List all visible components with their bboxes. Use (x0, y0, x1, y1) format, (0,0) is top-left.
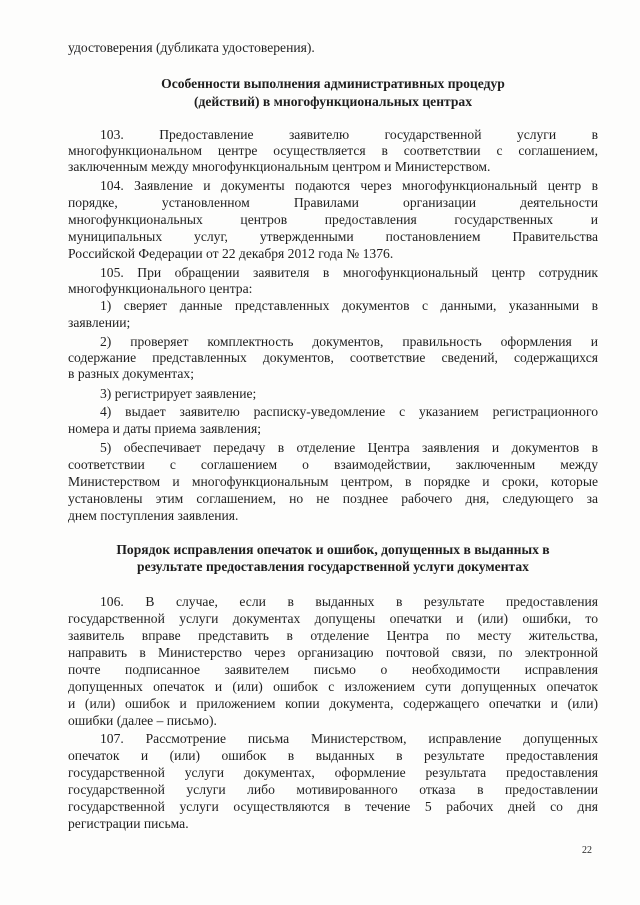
text-line: государственной услуги осуществляются в течение 5 рабочих дней со дня (68, 799, 598, 814)
text-line: установлены этим соглашением, но не позднее рабочего дня, следующего за (68, 491, 598, 506)
section-heading-line: результате предоставления государственной услуги документах (137, 559, 529, 574)
text-line: государственной услуги документах, оформление результата предоставления (68, 765, 598, 780)
text-line: 5) обеспечивает передачу в отделение Центра заявления и документов в (100, 440, 598, 455)
text-line: государственной услуги документах допущены опечатки и (или) ошибки, то (68, 611, 598, 626)
text-line: порядке, установленном Правилами организации деятельности (68, 195, 598, 210)
text-line: многофункционального центра: (68, 281, 253, 296)
text-line: регистрации письма. (68, 816, 189, 831)
text-line: заявитель вправе представить в отделение Центра по месту жительства, (68, 628, 598, 643)
text-line: государственной услуги либо мотивированного отказа в предоставлении (68, 782, 598, 797)
text-line: направить в Министерство через организацию почтовой связи, по электронной (68, 645, 598, 660)
text-line: 106. В случае, если в выданных в результате предоставления (100, 594, 598, 609)
text-line: соответствии с соглашением о взаимодействии, заключенным между (68, 457, 598, 472)
text-line: 1) сверяет данные представленных документов с данными, указанными в (100, 298, 598, 313)
text-line: 3) регистрирует заявление; (100, 386, 257, 401)
section-heading-line: (действий) в многофункциональных центрах (193, 94, 473, 109)
text-line: многофункциональном центре осуществляется в соответствии с соглашением, (68, 143, 598, 158)
text-line: в разных документах; (68, 366, 194, 381)
text-line: и (или) ошибок и приложением копии документа, содержащего опечатки и (или) (68, 696, 598, 711)
text-line: многофункциональных центров предоставления государственных и (68, 212, 598, 227)
text-line: допущенных опечаток и (или) ошибок с изложением сути допущенных опечаток (68, 679, 598, 694)
text-line: 105. При обращении заявителя в многофункциональный центр сотрудник (100, 265, 598, 280)
text-line: ошибки (далее – письмо). (68, 713, 217, 728)
text-line: удостоверения (дубликата удостоверения). (68, 40, 315, 55)
text-line: Российской Федерации от 22 декабря 2012 года № 1376. (68, 246, 394, 261)
text-line: днем поступления заявления. (68, 508, 239, 523)
text-line: почте подписанное заявителем письмо о необходимости исправления (68, 662, 598, 677)
text-line: содержание представленных документов, соответствие сведений, содержащихся (68, 350, 598, 365)
text-line: заявлении; (68, 315, 131, 330)
text-line: муниципальных услуг, утвержденными постановлением Правительства (68, 229, 598, 244)
text-line: 103. Предоставление заявителю государственной услуги в (100, 127, 598, 142)
text-line: опечаток и (или) ошибок в выданных в результате предоставления (68, 748, 598, 763)
text-line: 2) проверяет комплектность документов, правильность оформления и (100, 334, 598, 349)
text-line: заключенным между многофункциональным центром и Министерством. (68, 159, 491, 174)
text-line: номера и даты приема заявления; (68, 421, 262, 436)
text-line: 107. Рассмотрение письма Министерством, исправление допущенных (100, 731, 598, 746)
text-line: Министерством и многофункциональным центром, в порядке и сроки, которые (68, 474, 598, 489)
text-line: 4) выдает заявителю расписку-уведомление с указанием регистрационного (100, 404, 598, 419)
section-heading-line: Особенности выполнения административных процедур (161, 76, 505, 91)
text-line: 104. Заявление и документы подаются через многофункциональный центр в (100, 178, 598, 193)
section-heading-line: Порядок исправления опечаток и ошибок, допущенных в выданных в (116, 542, 550, 557)
page-number: 22 (582, 845, 592, 856)
